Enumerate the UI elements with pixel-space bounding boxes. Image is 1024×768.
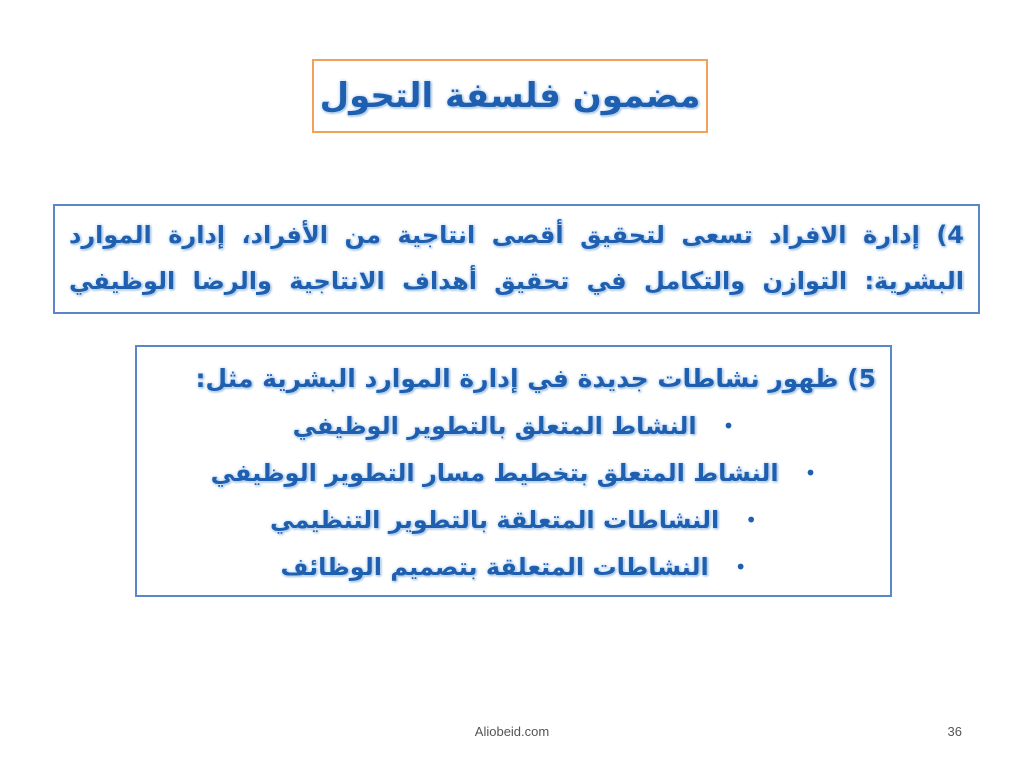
list-item-text: النشاط المتعلق بتخطيط مسار التطوير الوظيفي [210,459,779,487]
footer-site: Aliobeid.com [474,724,550,739]
footer-page-number: 36 [947,724,962,739]
slide-title: مضمون فلسفة التحول [319,76,701,116]
bullet-icon: • [734,555,747,579]
bullet-icon: • [745,508,757,532]
point-5-list [151,403,876,591]
bullet-icon: • [804,461,817,485]
point-4-text: 4) إدارة الافراد تسعى لتحقيق أقصى انتاجية من الأفراد، إدارة الموارد البشرية: التوازن والتكامل في تحقيق أهداف الانتاجية والرضا الوظيفي [69,221,964,295]
list-item-text: النشاطات المتعلقة بالتطوير التنظيمي [270,506,720,534]
list-item [151,544,876,591]
slide-title-box [312,59,708,133]
point-5-box [135,345,892,597]
bullet-icon: • [722,414,735,438]
list-item-text: النشاط المتعلق بالتطوير الوظيفي [292,412,697,440]
list-item [151,497,876,544]
point-4-box [53,204,980,314]
list-item-text: النشاطات المتعلقة بتصميم الوظائف [280,553,709,581]
list-item [151,450,876,497]
list-item [151,403,876,450]
point-5-heading: 5) ظهور نشاطات جديدة في إدارة الموارد البشرية مثل: [195,364,876,393]
